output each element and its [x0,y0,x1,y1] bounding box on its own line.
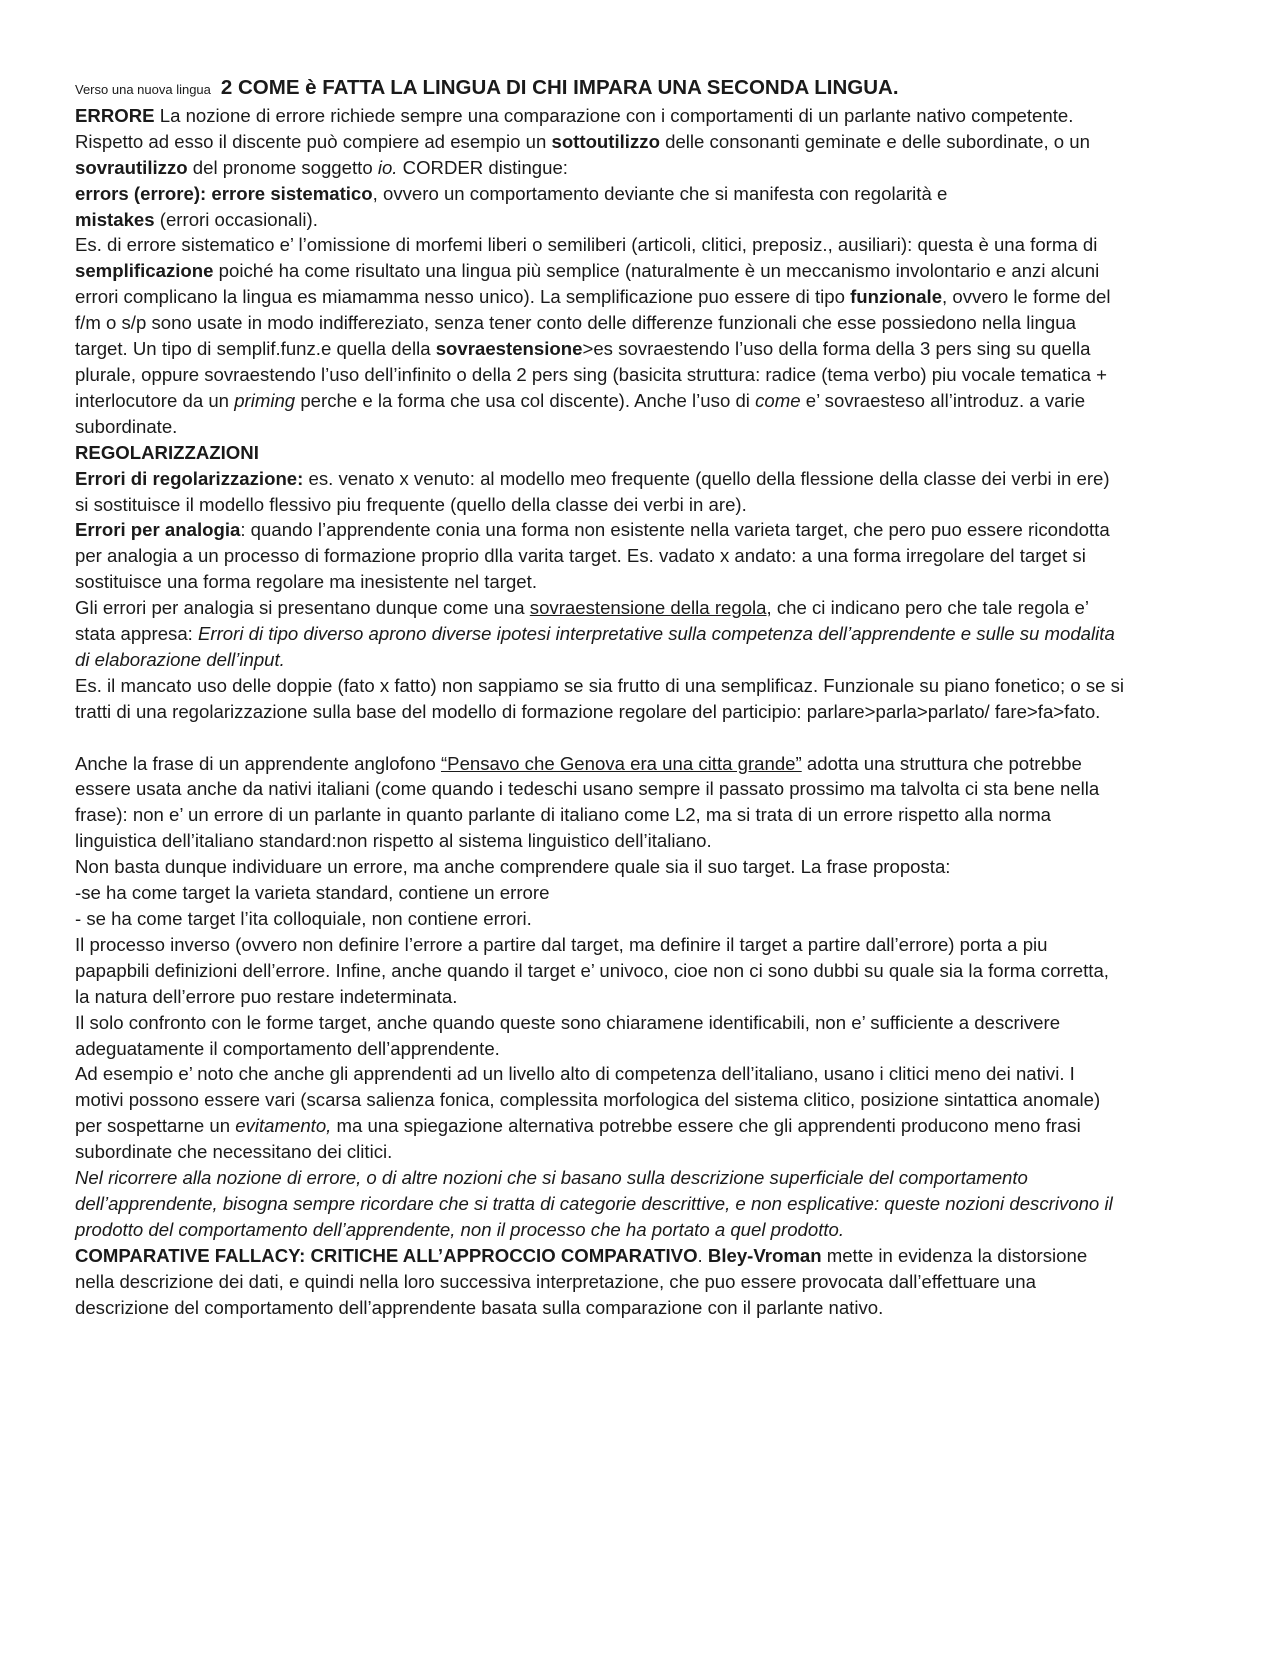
bold-term: COMPARATIVE FALLACY: CRITICHE ALL’APPROCCIO COMPARATIVO [75,1244,698,1266]
underlined-quote: “Pensavo che Genova era una citta grande” [440,752,802,774]
document-title: 2 COME è FATTA LA LINGUA DI CHI IMPARA UNA SECONDA LINGUA. [220,76,899,99]
bold-term: semplificazione [75,260,214,282]
paragraph-processo-inverso [75,932,1125,1010]
text-run: Il processo inverso (ovvero non definire l’errore a partire dal target, ma definire il target a partire dall’errore) porta a piu papapbili definizioni dell’errore. Infine, anche quando il target e’ univoco, cioe non ci sono dubbi su quale sia la forma corretta, la natura dell’errore puo restare indeterminata. [75,933,1109,1007]
bold-term: funzionale [850,286,943,308]
paragraph-sovraestensione-regola [75,595,1125,673]
paragraph-regolarizzazione [75,466,1125,518]
italic-term: evitamento, [235,1115,332,1137]
bold-term: sovrautilizzo [75,156,188,178]
bold-term: mistakes [75,208,155,230]
bold-term: sovraestensione [435,338,583,360]
paragraph-comparative-fallacy [75,1243,1125,1321]
text-run: (errori occasionali). [154,208,318,230]
italic-term: come [755,389,801,411]
text-run: - se ha come target l’ita colloquiale, non contiene errori. [75,907,532,929]
text-run: Non basta dunque individuare un errore, ma anche comprendere quale sia il suo target. La frase proposta: [75,856,951,878]
bold-term: sottoutilizzo [551,130,660,152]
text-run: , ovvero un comportamento deviante che si manifesta con regolarità e [372,182,948,204]
text-run: del pronome soggetto [187,156,378,178]
text-run: ma una spiegazione alternativa potrebbe essere che gli apprendenti producono meno frasi subordinate che necessitano dei clitici. [75,1115,1081,1163]
paragraph-target [75,854,1125,880]
paragraph-errors [75,181,1125,207]
document-page [75,75,1125,1320]
underlined-term: sovraestensione della regola [529,597,767,619]
text-run: mette in evidenza la distorsione nella descrizione dei dati, e quindi nella loro successiva interpretazione, che puo essere provocata dall’effettuare una descrizione del comportamento dell’apprendente basata sulla comparazione con il parlante nativo. [75,1244,1088,1318]
text-run: Es. di errore sistematico e’ l’omissione di morfemi liberi o semiliberi (articoli, clitici, preposiz., ausiliari): questa è una forma di [75,234,1098,256]
text-run: perche e la forma che usa col discente). Anche l’uso di [295,389,756,411]
text-run: Es. il mancato uso delle doppie (fato x fatto) non sappiamo se sia frutto di una semplificaz. Funzionale su piano fonetico; o se si tratti di una regolarizzazione sulla base del modello di formazione regolare del participio: parlare>parla>parlato/ fare>fa>fato. [75,674,1125,722]
paragraph-analogia [75,517,1125,595]
italic-term: io. [377,156,398,178]
text-run: : quando l’apprendente conia una forma non esistente nella varieta target, che pero puo essere ricondotta per analogia a un processo di formazione proprio dlla varita target. Es. vadato x andato: a una forma irregolare del target si sostituisce una forma regolare ma inesistente nel target. [75,519,1110,593]
text-run: , che ci indicano pero che tale regola e’ stata appresa: [75,597,1089,645]
bold-term: ERRORE [75,104,155,126]
text-run: Anche la frase di un apprendente anglofono [75,752,441,774]
text-run: Ad esempio e’ noto che anche gli apprendenti ad un livello alto di competenza dell’italiano, usano i clitici meno dei nativi. I motivi possono essere vari (scarsa salienza fonica, complessita morfologica del sistema clitico, posizione sintattica anomale) per sospettarne un [75,1063,1101,1137]
italic-term: priming [234,389,296,411]
list-item-colloquiale [75,906,1125,932]
bold-term: Errori di regolarizzazione: [75,467,304,489]
text-run: es. venato x venuto: al modello meo frequente (quello della flessione della classe dei verbi in ere) si sostituisce il modello flessivo piu frequente (quello della classe dei verbi in are). [75,467,1110,515]
paragraph-semplificazione [75,232,1125,439]
list-item-standard [75,880,1125,906]
text-run: Il solo confronto con le forme target, anche quando queste sono chiaramene identificabili, non e’ sufficiente a descrivere adeguatamente il comportamento dell’apprendente. [75,1011,1061,1059]
text-run: . [697,1244,708,1266]
paragraph-frase-anglofono [75,751,1125,855]
text-run: , ovvero le forme del f/m o s/p sono usate in modo indiffereziato, senza tener conto delle differenze funzionali che esse possiedono nella lingua target. Un tipo di semplif.funz.e quella della [75,286,1111,360]
paragraph-confronto [75,1010,1125,1062]
bold-term: Bley-Vroman [707,1244,822,1266]
paragraph-doppie [75,673,1125,725]
paragraph-mistakes [75,207,1125,233]
section-heading: REGOLARIZZAZIONI [75,441,259,463]
text-run: CORDER distingue: [397,156,568,178]
paragraph-errore [75,103,1125,181]
paragraph-nozione-errore [75,1165,1125,1243]
italic-text: Nel ricorrere alla nozione di errore, o di altre nozioni che si basano sulla descrizione superficiale del comportamento dell’apprendente, bisogna sempre ricordare che si tratta di categorie descrittive, e non esplicative: queste nozioni descrivono il prodotto del comportamento dell’apprendente, non il processo che ha portato a quel prodotto. [75,1167,1113,1240]
text-run: >es sovraestendo l’uso della forma della 3 pers sing su quella plurale, oppure sovraestendo l’uso dell’infinito o della 2 pers sing (basicita struttura: radice (tema verbo) piu vocale tematica + interlocutore da un [75,338,1107,411]
text-run: La nozione di errore richiede sempre una comparazione con i comportamenti di un parlante nativo competente. Rispetto ad esso il discente può compiere ad esempio un [75,104,1074,152]
blank-line [75,725,1125,751]
section-heading-regolarizzazioni [75,440,1125,466]
italic-text: Errori di tipo diverso aprono diverse ipotesi interpretative sulla competenza dell’apprendente e sulle su modalita di elaborazione dell’input. [75,623,1115,670]
text-run: delle consonanti geminate e delle subordinate, o un [659,130,1090,152]
header-pretitle: Verso una nuova lingua [75,82,211,97]
document-header [75,75,1125,103]
text-run: adotta una struttura che potrebbe essere usata anche da nativi italiani (come quando i tedeschi usano sempre il passato prossimo ma talvolta ci sta bene nella frase): non e’ un errore di un parlante in quanto parlante di italiano come L2, ma si trata di un errore rispetto alla norma linguistica dell’italiano standard:non rispetto al sistema linguistico dell’italiano. [75,752,1100,852]
text-run: -se ha come target la varieta standard, contiene un errore [75,882,550,904]
text-run: Gli errori per analogia si presentano dunque come una [75,597,530,619]
bold-term: Errori per analogia [75,519,241,541]
text-run: poiché ha come risultato una lingua più semplice (naturalmente è un meccanismo involontario e anzi alcuni errori complicano la lingua es miamamma nesso unico). La semplificazione puo essere di tipo [75,260,1100,308]
bold-term: errors (errore): errore sistematico [75,182,373,204]
paragraph-clitici [75,1061,1125,1165]
text-run: e’ sovraesteso all’introduz. a varie subordinate. [75,389,1086,437]
